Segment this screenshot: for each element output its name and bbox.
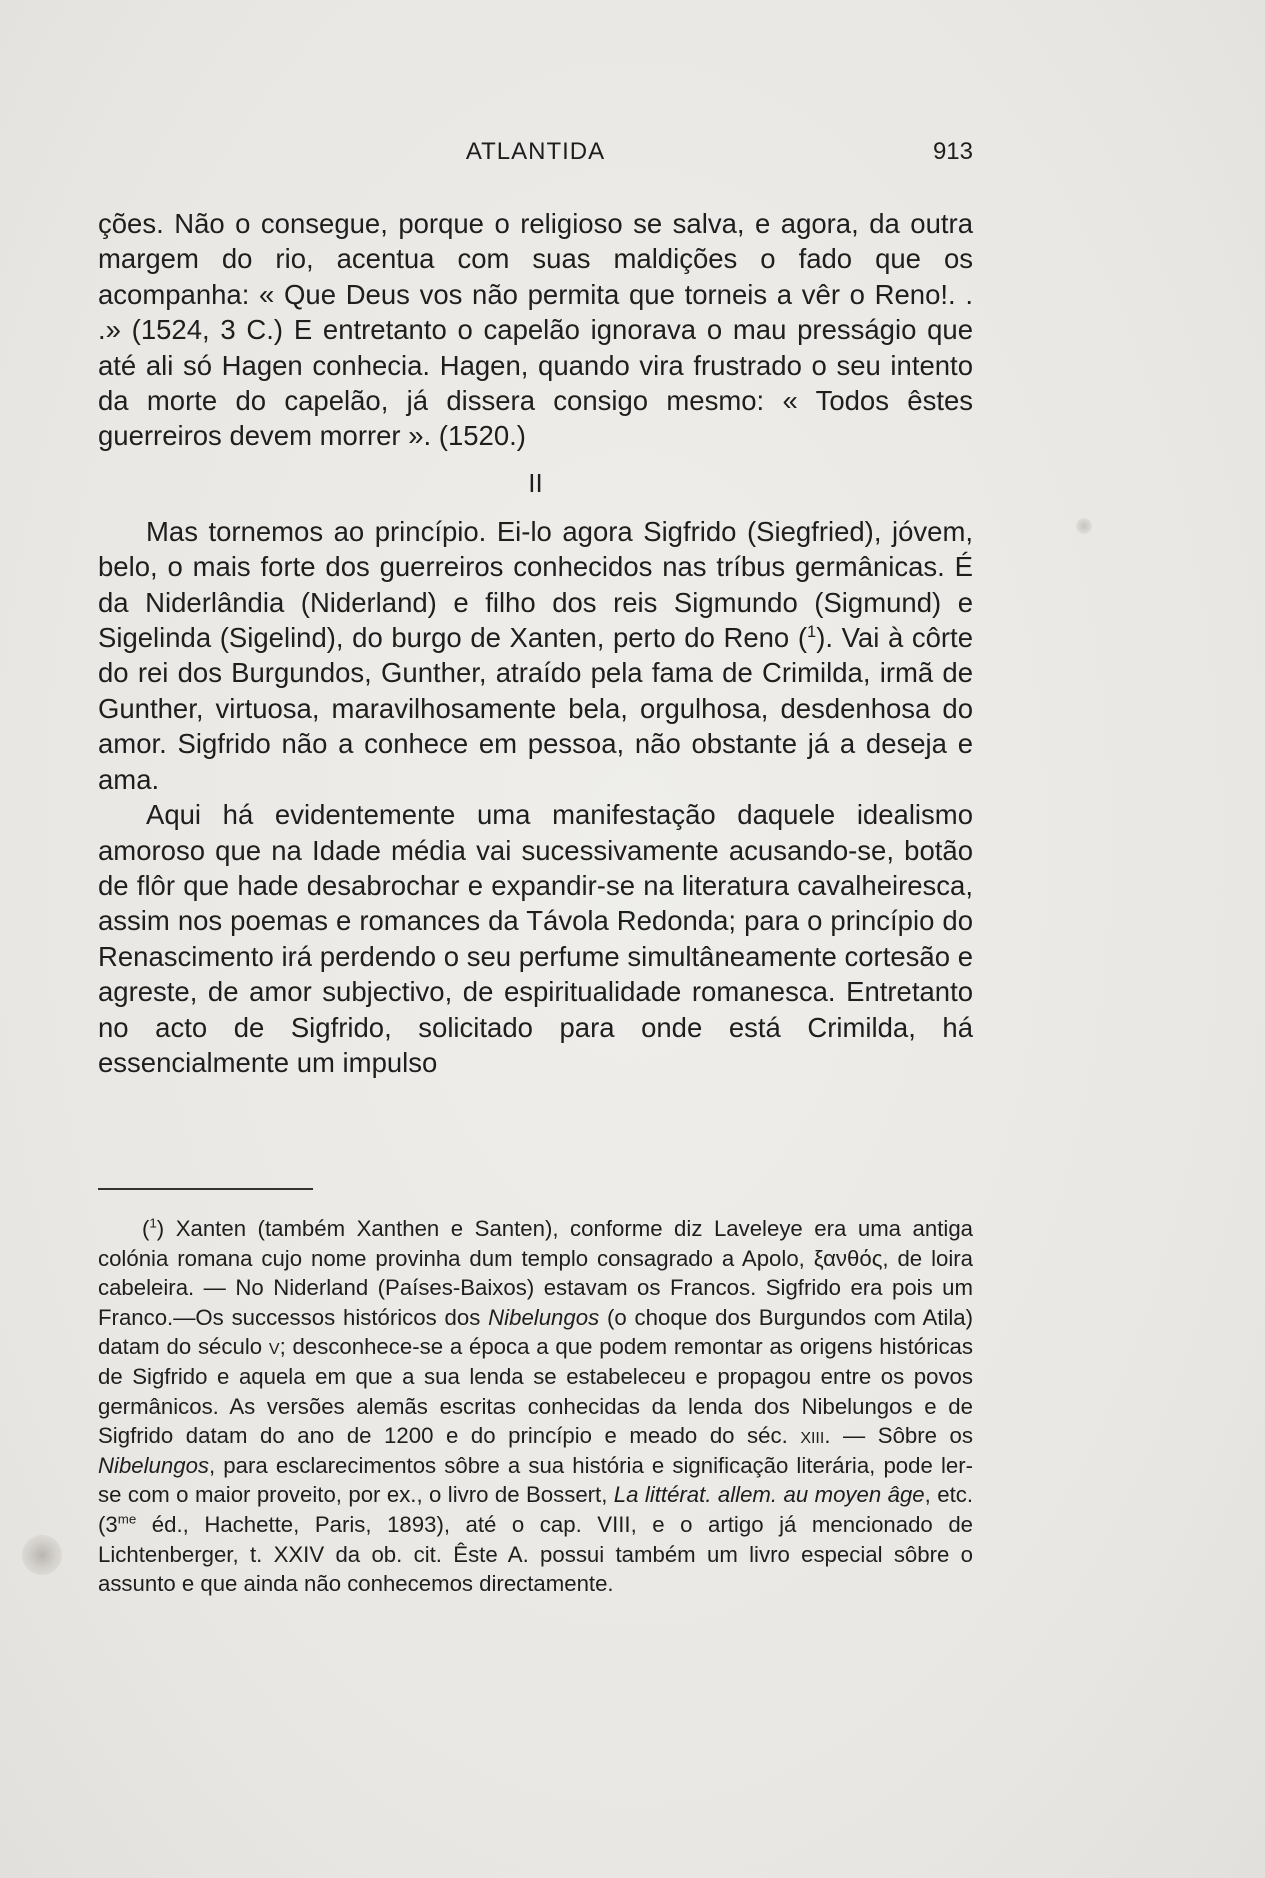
footnote-text: (o choque dos Burgundos com Atila) datam do século [98, 1304, 974, 1360]
paragraph-continuation: ções. Não o consegue, porque o religioso se salva, e agora, da outra margem do rio, acentua com suas maldições o fado que os acompanha: « Que Deus vos não permita que torneis a vêr o Reno!. . .» (1524, 3 C.) E entretanto o capelão ignorava o mau presságio que até ali só Hagen conhecia. Hagen, quando vira frustrado o seu intento da morte do capelão, já dissera consigo mesmo: « Todos êstes guerreiros devem morrer ». (1520.) [98, 208, 973, 452]
footnote-text: , de loira cabeleira. — No Niderland (Países-Baixos) estavam os Francos. Sigfrido era pois um Franco.—Os successos históricos dos [98, 1245, 973, 1330]
paragraph-text: Mas tornemos ao princípio. Ei-lo agora Sigfrido (Siegfried), jóvem, belo, o mais forte dos guerreiros conhecidos nas tríbus germânicas. É da Niderlândia (Niderland) e filho dos reis Sigmundo (Sigmund) e Sigelinda (Sigelind), do burgo de Xanten, perto do Reno ( [98, 515, 973, 654]
footnote-marker-number: 1 [149, 1215, 157, 1231]
footnote-text: , para esclarecimentos sôbre a sua história e significação literária, pode ler-se com o maior proveito, por ex., o livro de Bossert, [98, 1452, 973, 1508]
paper-stain [22, 1535, 62, 1575]
footnote-text: . — Sôbre os [824, 1423, 973, 1449]
footnote-italic-title: Nibelungos [488, 1304, 600, 1330]
paragraph-sigfrido [98, 514, 973, 797]
footnote [98, 1214, 973, 1599]
footnote-edition-superscript: me [117, 1511, 137, 1527]
section-heading: II [528, 467, 543, 498]
footnote-italic-title: Nibelungos [98, 1452, 210, 1478]
paragraph-idealismo: Aqui há evidentemente uma manifestação daquele idealismo amoroso que na Idade média vai sucessivamente acusando-se, botão de flôr que hade desabrochar e expandir-se na literatura cavalheiresca, assim nos poemas e romances da Távola Redonda; para o princípio do Renascimento irá perdendo o seu perfume simultâneamente cortesão e agreste, de amor subjectivo, de espiritualidade romanesca. Entretanto no acto de Sigfrido, solicitado para onde está Crimilda, há essencialmente um impulso [98, 799, 973, 1078]
footnote-text: , etc. (3 [98, 1482, 973, 1537]
footnote-marker-close: ) [156, 1216, 165, 1241]
paragraph-text: ). Vai à côrte do rei dos Burgundos, Gunther, atraído pela fama de Crimilda, irmã de Gunther, virtuosa, maravilhosamente bela, orgulhosa, desdenhosa do amor. Sigfrido não a conhece em pessoa, não obstante já a deseja e ama. [98, 622, 973, 795]
footnote-text: ; desconhece-se a época a que podem remontar as origens históricas de Sigfrido e aquela em que a sua lenda se estabeleceu e propagou entre os povos germânicos. As versões alemãs escritas conhecidas da lenda dos Nibelungos e de Sigfrido datam do ano de 1200 e do princípio e meado do séc. [98, 1334, 973, 1449]
running-title: ATLANTIDA [465, 138, 606, 165]
footnote-separator [98, 1188, 313, 1190]
body-text [98, 206, 973, 1080]
footnote-text: éd., Hachette, Paris, 1893), até o cap. VIII, e o artigo já mencionado de Lichtenberger, t. XXIV da ob. cit. Êste A. possui também um livro especial sôbre o assunto e que ainda não conhecemos directamente. [98, 1511, 973, 1597]
paper-stain [1076, 518, 1092, 534]
footnote-century: xiii [800, 1423, 825, 1449]
footnote-marker-open: ( [142, 1216, 150, 1241]
running-head [98, 138, 973, 174]
footnote-text: Xanten (também Xanthen e Santen), conforme diz Laveleye era uma antiga colónia romana cujo nome provinha dum templo consagrado a Apolo, [98, 1216, 973, 1271]
footnote-italic-book-title: La littérat. allem. au moyen âge [613, 1482, 925, 1508]
page-number: 913 [932, 138, 973, 165]
footnote-reference[interactable]: 1 [807, 622, 817, 641]
footnote-greek-word: ξανθός [813, 1245, 883, 1271]
footnote-century: v [268, 1334, 280, 1360]
